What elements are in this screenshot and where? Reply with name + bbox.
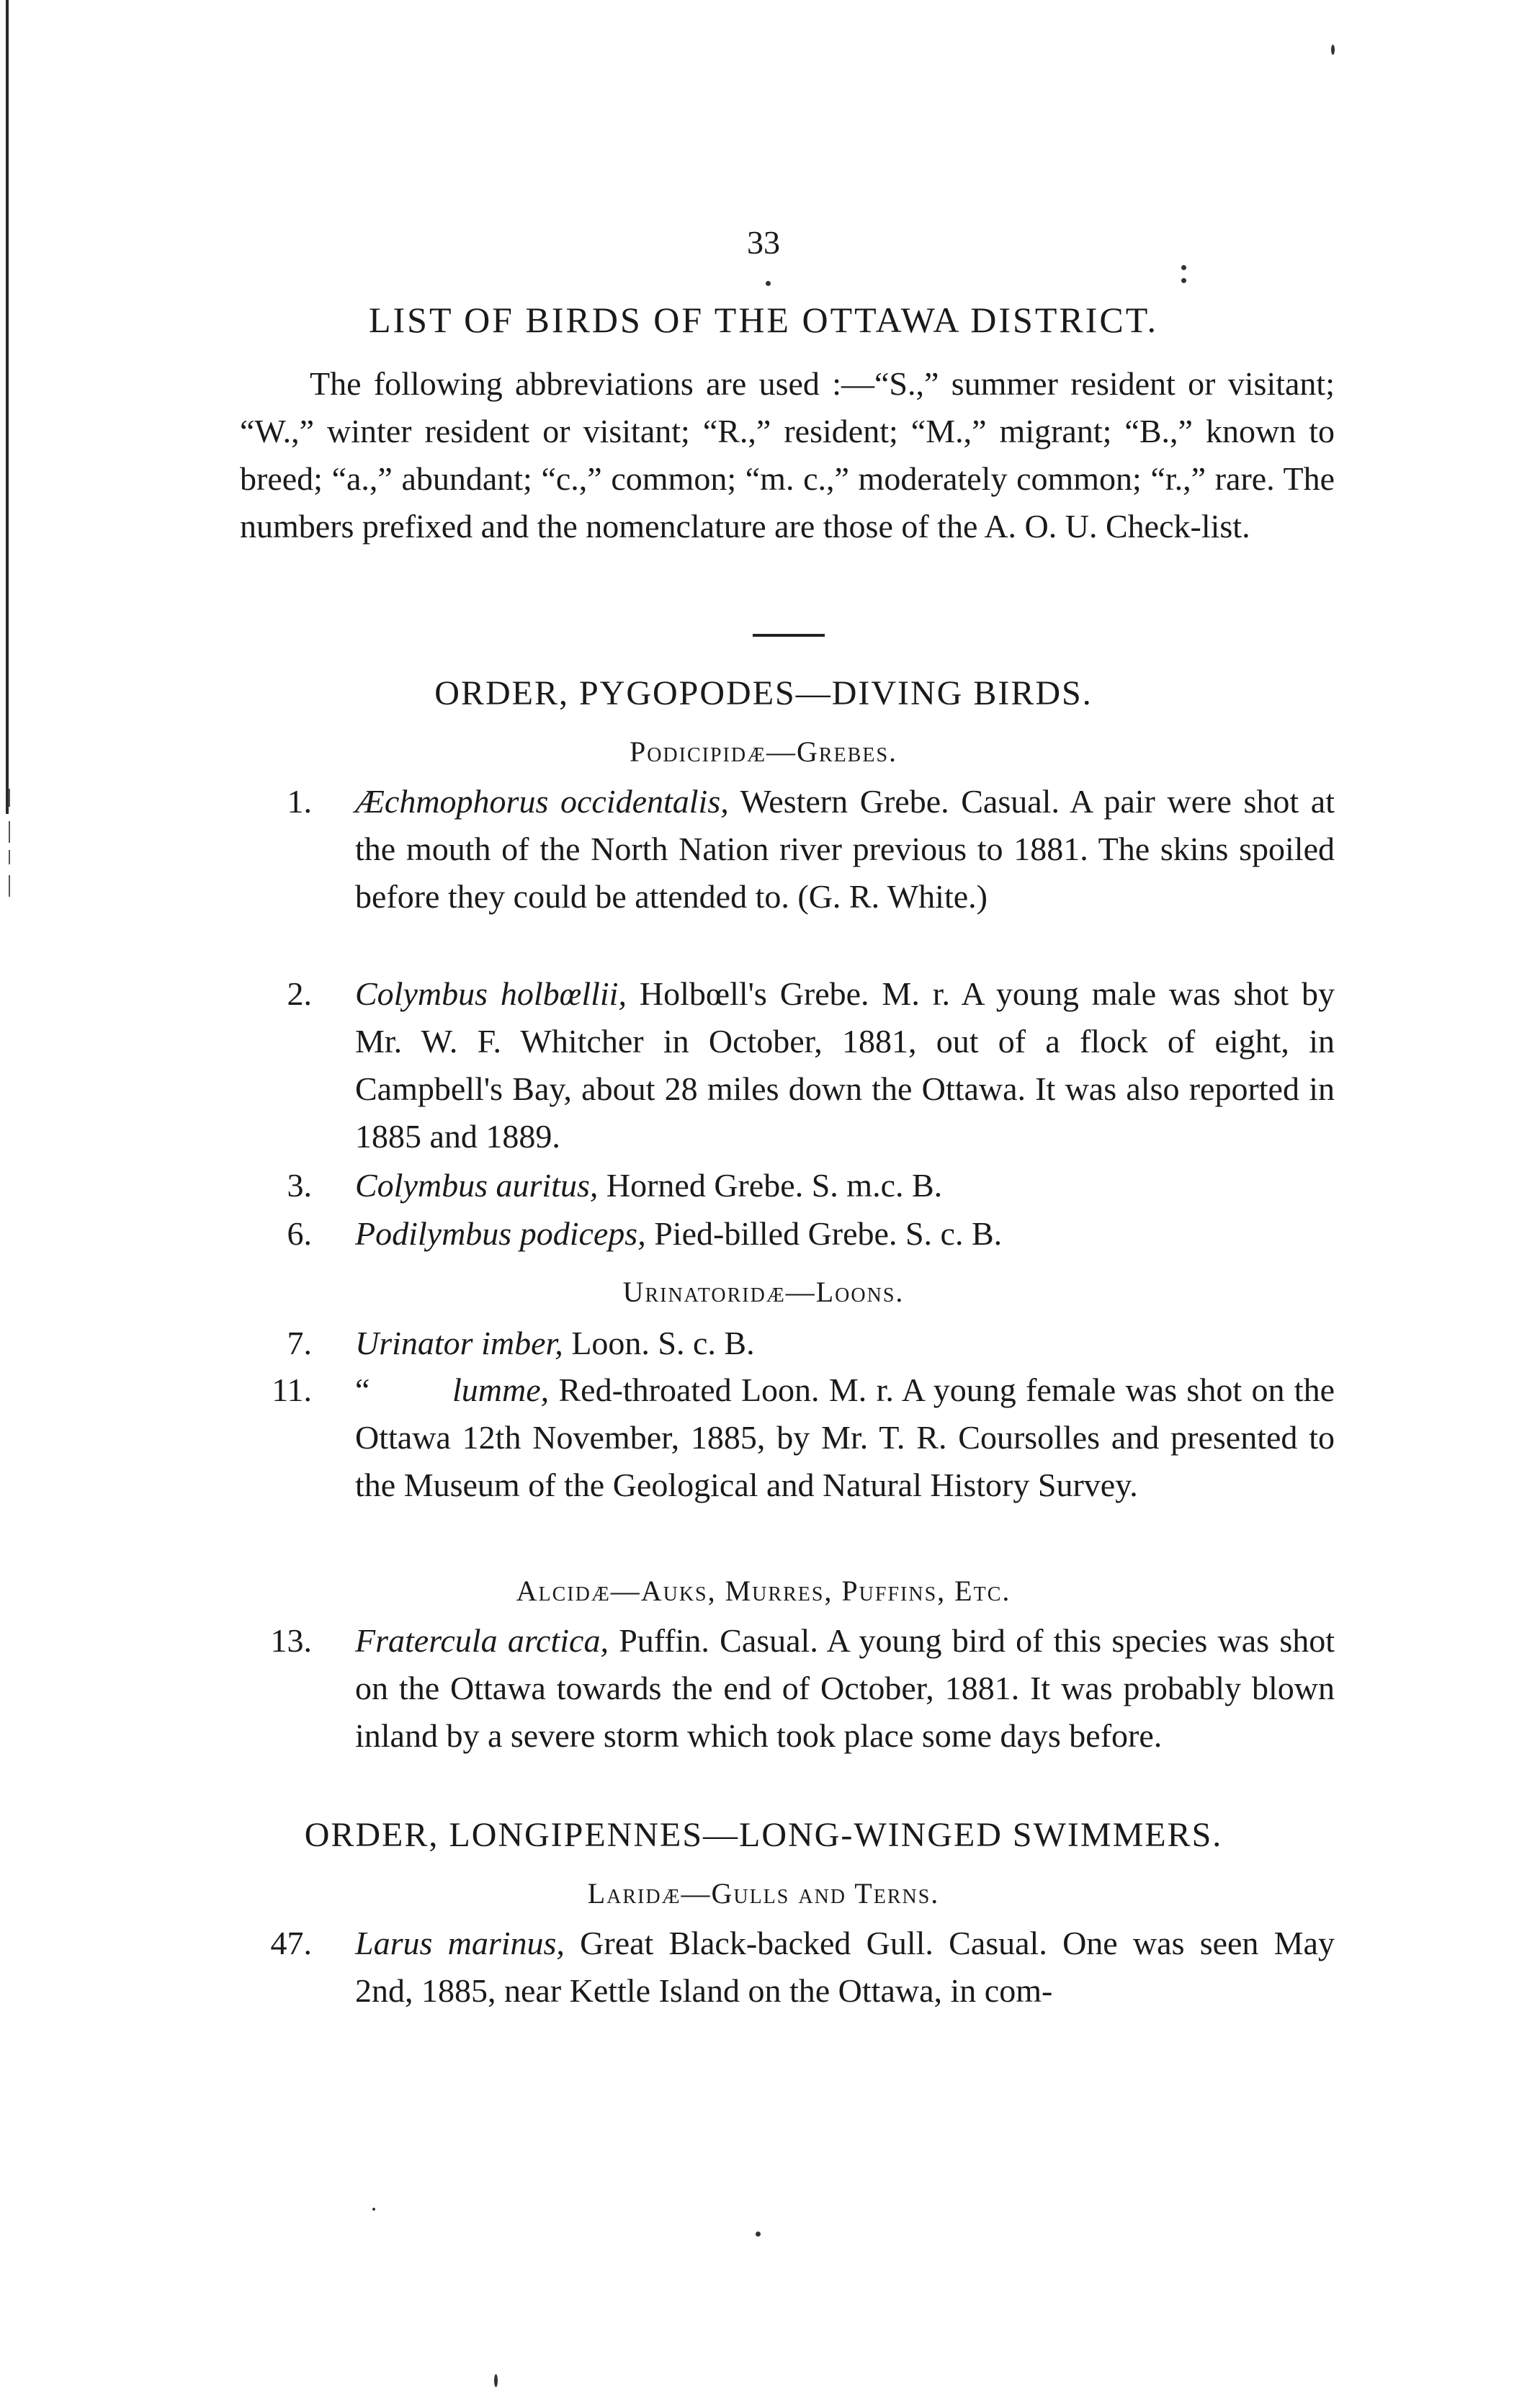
intro-paragraph	[240, 360, 1335, 550]
species-entry	[240, 1617, 1335, 1760]
scientific-name: Colymbus auritus,	[355, 1167, 599, 1204]
entry-number: 13.	[270, 1622, 312, 1659]
entry-body	[355, 1162, 1335, 1209]
species-entry	[240, 1920, 1335, 2015]
entry-body	[355, 1617, 1335, 1760]
binding-edge-mark	[9, 850, 10, 864]
species-entry	[240, 1320, 1335, 1367]
family-heading-laridae: Laridæ—Gulls and Terns.	[587, 1877, 940, 1910]
family-heading-alcidae: Alcidæ—Auks, Murres, Puffins, Etc.	[516, 1575, 1011, 1607]
intro-text: The following abbreviations are used :—“S.,” summer resident or visitant; “W.,” winter resident or visitant; “R.,” resident; “M.,” migrant; “B.,” known to breed; “a.,” abundant; “c.,” common; “m. c.,” moderately common; “r.,” rare. The numbers prefixed and the nomenclature are those of the A. O. U. Check-list.	[240, 365, 1335, 545]
entry-text: Pied-billed Grebe. S. c. B.	[645, 1215, 1003, 1252]
entry-body	[355, 1920, 1335, 2015]
entry-body	[355, 970, 1335, 1160]
species-entry	[240, 1210, 1335, 1258]
scan-speck	[766, 281, 771, 286]
entry-number: 1.	[287, 783, 312, 820]
entry-number: 47.	[270, 1925, 312, 1961]
binding-edge-mark	[9, 789, 10, 807]
scientific-name: Podilymbus podiceps,	[355, 1215, 646, 1252]
entry-text: Red-throated Loon. M. r. A young female was shot on the Ottawa 12th November, 1885, by Mr. T. R. Coursolles and presented to the Museum of the Geological and Natural History Survey.	[355, 1371, 1335, 1503]
order-heading-pygopodes: ORDER, PYGOPODES—DIVING BIRDS.	[434, 674, 1093, 712]
entry-number: 3.	[287, 1167, 312, 1204]
entry-number: 2.	[287, 975, 312, 1012]
scan-speck	[1181, 265, 1186, 270]
scientific-name: Colymbus holbœllii,	[355, 975, 627, 1012]
scan-speck	[1181, 278, 1186, 283]
scientific-name: Urinator imber,	[355, 1325, 563, 1361]
scientific-name: lumme,	[452, 1371, 550, 1408]
scientific-name: Larus marinus,	[355, 1925, 565, 1961]
entry-body	[355, 1366, 1335, 1509]
scan-speck	[494, 2374, 498, 2387]
entry-number: 7.	[287, 1325, 312, 1361]
family-heading-podicipidae: Podicipidæ—Grebes.	[629, 735, 898, 768]
species-entry	[240, 1366, 1335, 1509]
species-entry	[240, 1162, 1335, 1209]
scan-speck	[372, 2208, 375, 2211]
scan-speck	[1331, 45, 1335, 55]
entry-text: Puffin. Casual. A young bird of this species was shot on the Ottawa towards the end of October, 1881. It was probably blown inland by a severe storm which took place some days before.	[355, 1622, 1335, 1754]
entry-body	[355, 1210, 1335, 1258]
entry-body	[355, 1320, 1335, 1367]
page-number: 33	[747, 224, 780, 261]
family-heading-urinatoridae: Urinatoridæ—Loons.	[622, 1276, 905, 1308]
page-title: LIST OF BIRDS OF THE OTTAWA DISTRICT.	[368, 300, 1159, 340]
entry-text: Loon. S. c. B.	[563, 1325, 755, 1361]
entry-number: 6.	[287, 1215, 312, 1252]
entry-text: Western Grebe. Casual. A pair were shot at the mouth of the North Nation river previous to 1881. The skins spoiled before they could be attended to. (G. R. White.)	[355, 783, 1335, 915]
section-divider	[753, 634, 825, 637]
species-entry	[240, 778, 1335, 921]
entry-text: Horned Grebe. S. m.c. B.	[598, 1167, 943, 1204]
species-entry	[240, 970, 1335, 1160]
scan-speck	[756, 2232, 761, 2237]
scientific-name: Fratercula arctica,	[355, 1622, 609, 1659]
order-heading-longipennes: ORDER, LONGIPENNES—LONG-WINGED SWIMMERS.	[304, 1816, 1223, 1854]
entry-text: Holbœll's Grebe. M. r. A young male was shot by Mr. W. F. Whitcher in October, 1881, out of a flock of eight, in Campbell's Bay, about 28 miles down the Ottawa. It was also reported in 1885 and 1889.	[355, 975, 1335, 1155]
scientific-name: Æchmophorus occidentalis,	[355, 783, 729, 820]
entry-body	[355, 778, 1335, 921]
entry-number: 11.	[272, 1371, 312, 1408]
entry-text: Great Black-backed Gull. Casual. One was seen May 2nd, 1885, near Kettle Island on the Ottawa, in com-	[355, 1925, 1335, 2009]
ditto-mark: “	[355, 1371, 370, 1408]
binding-edge-mark	[9, 875, 10, 897]
binding-edge-mark	[9, 821, 10, 843]
